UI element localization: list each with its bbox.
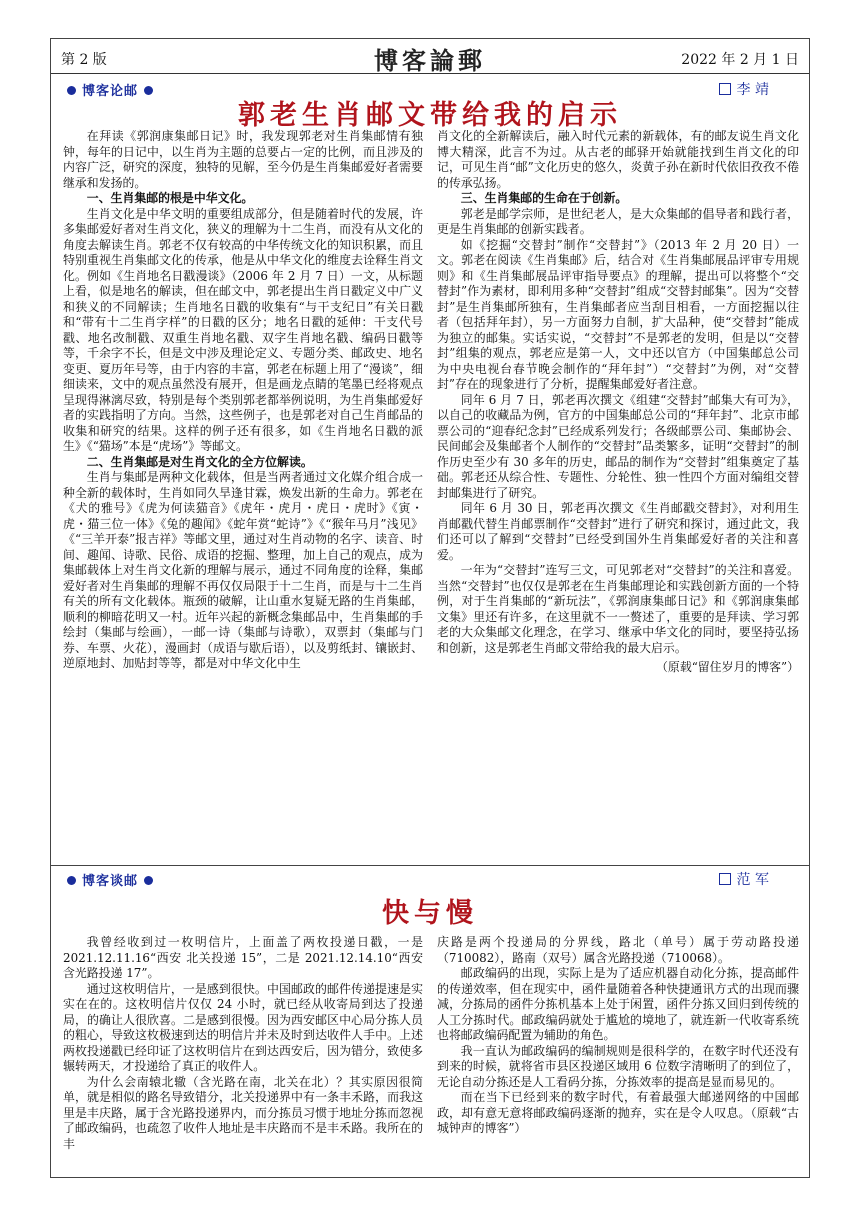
paragraph: 生肖与集邮是两种文化载体，但是当两者通过文化媒介组合成一种全新的载体时，生肖如同久旱逢甘霖，焕发出新的生命力。郭老在《犬的雅号》《虎为何读猫音》《虎年・虎月・虎日・虎时》《寅・虎・猫三位一体》《兔的趣闻》《蛇年赏“蛇诗”》《“猴年马月”浅见》《“三羊开泰”报吉祥》等邮文里，通过对生肖动物的名字、读音、时间、趣闻、诗歌、民俗、成语的挖掘、整理，加上自己的观点，成为集邮载体上对生肖文化新的理解与展示，通过不同角度的诠释，集邮爱好者对生肖集邮的理解不再仅仅局限于十二生肖，而是与十二生肖有关的所有文化载体。瓶颈的破解，让山重水复疑无路的生肖集邮，顺利的柳暗花明又一村。近年兴起的新概念集邮品中，生肖集邮的手绘封（集邮与绘画），一邮一诗（集邮与诗歌），双票封（集邮与门券、车票、火花），漫画封（成语与歇后语），以及剪纸封、镶嵌封、逆原地封、加贴封等等，都是对中华文化中生: [63, 470, 423, 670]
paragraph: 一年为“交替封”连写三文，可见郭老对“交替封”的关注和喜爱。当然“交替封”也仅仅是郭老在生肖集邮理论和实践创新方面的一个特例，对于生肖集邮的“新玩法”，《郭润康集邮日记》和《郭润康集邮文集》里还有许多，在这里就不一一赘述了，重要的是拜读、学习郭老的大众集邮文化理念，在学习、继承中华文化的同时，要坚持弘扬和创新，这是郭老生肖邮文带给我的最大启示。: [437, 563, 799, 655]
section-label: 博客论邮: [61, 80, 159, 99]
article-column-left: [63, 935, 423, 1171]
bullet-dot-icon: [144, 876, 153, 885]
paragraph: 我曾经收到过一枚明信片，上面盖了两枚投递日戳，一是 2021.12.11.16“西安 北关投递 15”，二是 2021.12.14.10“西安 含光路投递 17”。: [63, 935, 423, 980]
section-heading: 一、生肖集邮的根是中华文化。: [86, 191, 254, 205]
newspaper-name: 博客論郵: [374, 46, 486, 75]
article-title: 郭老生肖邮文带给我的启示: [238, 100, 622, 131]
author-name: 范 军: [719, 869, 769, 889]
paragraph: 肖文化的全新解读后，融入时代元素的新载体，有的邮友说生肖文化博大精深，此言不为过。从古老的邮驿开始就能找到生肖文化的印记，可见生肖“邮”文化历史的悠久，炎黄子孙在新时代依旧孜孜不倦的传承弘扬。: [437, 129, 799, 190]
paragraph: 同年 6 月 30 日，郭老再次撰文《生肖邮戳交替封》，对利用生肖邮戳代替生肖邮票制作“交替封”进行了研究和探讨，通过此文，我们还可以了解到“交替封”已经受到国外生肖集邮爱好者的关注和喜爱。: [437, 501, 799, 562]
edition-number: 第 2 版: [61, 52, 107, 68]
issue-date: 2022 年 2 月 1 日: [681, 52, 799, 68]
masthead: [51, 39, 809, 74]
article-title: 快与慢: [382, 898, 478, 929]
paragraph: 在拜读《郭润康集邮日记》时，我发现郭老对生肖集邮情有独钟，每年的日记中，以生肖为主题的总要占一定的比例，而且涉及的内容广泛，研究的深度，独特的见解，至今仍是生肖集邮爱好者需要继承和发扬的。: [63, 129, 423, 190]
article-column-right: [437, 129, 799, 863]
paragraph: 通过这枚明信片，一是感到很快。中国邮政的邮件传递提速是实实在在的。这枚明信片仅仅 24 小时，就已经从收寄局到达了投递局，的确让人很欣喜。二是感到很慢。因为西安邮区中心局分拣人员的粗心，导致这枚极速到达的明信片并未及时到达收件人手中。上述两枚投递戳已经印证了这枚明信片在到达西安后，因为错分，致使多辗转两天，才投递给了真正的收件人。: [63, 981, 423, 1073]
paragraph: 如《挖掘“交替封”制作“交替封”》（2013 年 2 月 20 日）一文。郭老在阅读《生肖集邮》后，结合对《生肖集邮展品评审专用规则》和《生肖集邮展品评审指导要点》的理解，提出可以将整个“交替封”作为素材，即利用多种“交替封”组成“交替封邮集”。因为“交替封”是生肖集邮所独有，生肖集邮者应当刮目相看，一方面挖掘以往者（包括拜年封），另一方面努力自制，扩大品种，使“交替封”能成为独立的邮集。实话实说，“交替封”不是郭老的发明，但是以“交替封”组集的观点，郭老应是第一人，文中还以官方（中国集邮总公司为中央电视台春节晚会制作的“拜年封”）“交替封”为例，对“交替封”存在的现象进行了分析，提醒集邮爱好者注意。: [437, 237, 799, 391]
paragraph: 生肖文化是中华文明的重要组成部分，但是随着时代的发展，许多集邮爱好者对生肖文化，狭义的理解为十二生肖，而没有从文化的角度去解读生肖。郭老不仅有较高的中华传统文化的知识积累，而且特别重视生肖集邮文化的传承，他是从中华文化的维度去诠释生肖文化。例如《生肖地名日戳漫谈》（2006 年 2 月 7 日）一文，从标题上看，似是地名的解读，但在邮文中，郭老提出生肖日戳定义中广义和狭义的不同解读；生肖地名日戳的收集有“与干支纪日”有关日戳和“带有十二生肖字样”的日戳的区分；地名日戳的延伸：干支代号戳、地名改制戳、双重生肖地名戳、双字生肖地名戳、编码日戳等等，千余字不长，但是文中涉及理论定义、专题分类、邮政史、地名变更、夏历年号等，由于内容的丰富，郭老在标题上用了“漫谈”，细细读来，文中的观点虽然没有展开，但是画龙点睛的笔墨已经将观点呈现得淋漓尽致，特别是每个类别郭老都举例说明，为生肖集邮爱好者的实践指明了方向。当然，这些例子，也是郭老对自己生肖邮品的收集和研究的结果。这样的例子还有很多，如《生肖地名日戳的派生》《“猫场”本是“虎场”》等邮文。: [63, 206, 423, 453]
paragraph: 邮政编码的出现，实际上是为了适应机器自动化分拣，提高邮件的传递效率，但在现实中，函件量随着各种快捷通讯方式的出现而骤减，分拣局的函件分拣机基本上处于闲置，函件分拣又回归到传统的人工分拣时代。邮政编码就处于尴尬的境地了，就连新一代收寄系统也将邮政编码配置为辅助的角色。: [437, 966, 799, 1042]
bullet-dot-icon: [67, 876, 76, 885]
article-column-right: [437, 935, 799, 1171]
section-heading: 二、生肖集邮是对生肖文化的全方位解读。: [86, 454, 313, 469]
paragraph: 同年 6 月 7 日，郭老再次撰文《组建“交替封”邮集大有可为》，以自己的收藏品为例，官方的中国集邮总公司的“拜年封”、北京市邮票公司的“迎春纪念封”已经成系列发行；各级邮票公司、集邮协会、民间邮会及集邮者个人制作的“交替封”品类繁多，证明“交替封”的制作历史至少有 30 多年的历史，邮品的制作为“交替封”组集奠定了基础。郭老还从综合性、专题性、分轮性、独一性四个方面对编组交替封邮集进行了研究。: [437, 392, 799, 500]
section-bar-2: [51, 869, 809, 887]
section-label: 博客谈邮: [61, 870, 159, 889]
paragraph: 为什么会南辕北辙（含光路在南，北关在北）？其实原因很简单，就是相似的路名导致错分，北关投递界中有一条丰禾路，而我这里是丰庆路，属于含光路投递界内，而分拣员习惯于地址分拣而忽视了邮政编码，也疏忽了收件人地址是丰庆路而不是丰禾路。我所在的丰: [63, 1074, 423, 1151]
paragraph: 郭老是邮学宗师，是世纪老人，是大众集邮的倡导者和践行者，更是生肖集邮的创新实践者。: [437, 206, 799, 236]
section-heading: 三、生肖集邮的生命在于创新。: [460, 191, 628, 205]
square-icon: [719, 873, 731, 885]
newspaper-page: [50, 38, 810, 1178]
author-name: 李 靖: [719, 79, 769, 99]
paragraph: 而在当下已经到来的数字时代，有着最强大邮递网络的中国邮政，却有意无意将邮政编码逐渐的抛弃，实在是令人叹息。（原载“古城钟声的博客”）: [437, 1090, 799, 1135]
article-column-left: [63, 129, 423, 863]
source-note: （原载“留住岁月的博客”）: [656, 660, 799, 674]
paragraph: 庆路是两个投递局的分界线，路北（单号）属于劳动路投递（710082），路南（双号）属含光路投递（710068）。: [437, 935, 799, 965]
section-divider: [51, 865, 809, 866]
paragraph: 我一直认为邮政编码的编制规则是很科学的，在数字时代还没有到来的时候，就将省市县区投递区域用 6 位数字清晰明了的到位了，无论自动分拣还是人工看码分拣，分拣效率的提高是显而易见的。: [437, 1043, 799, 1089]
